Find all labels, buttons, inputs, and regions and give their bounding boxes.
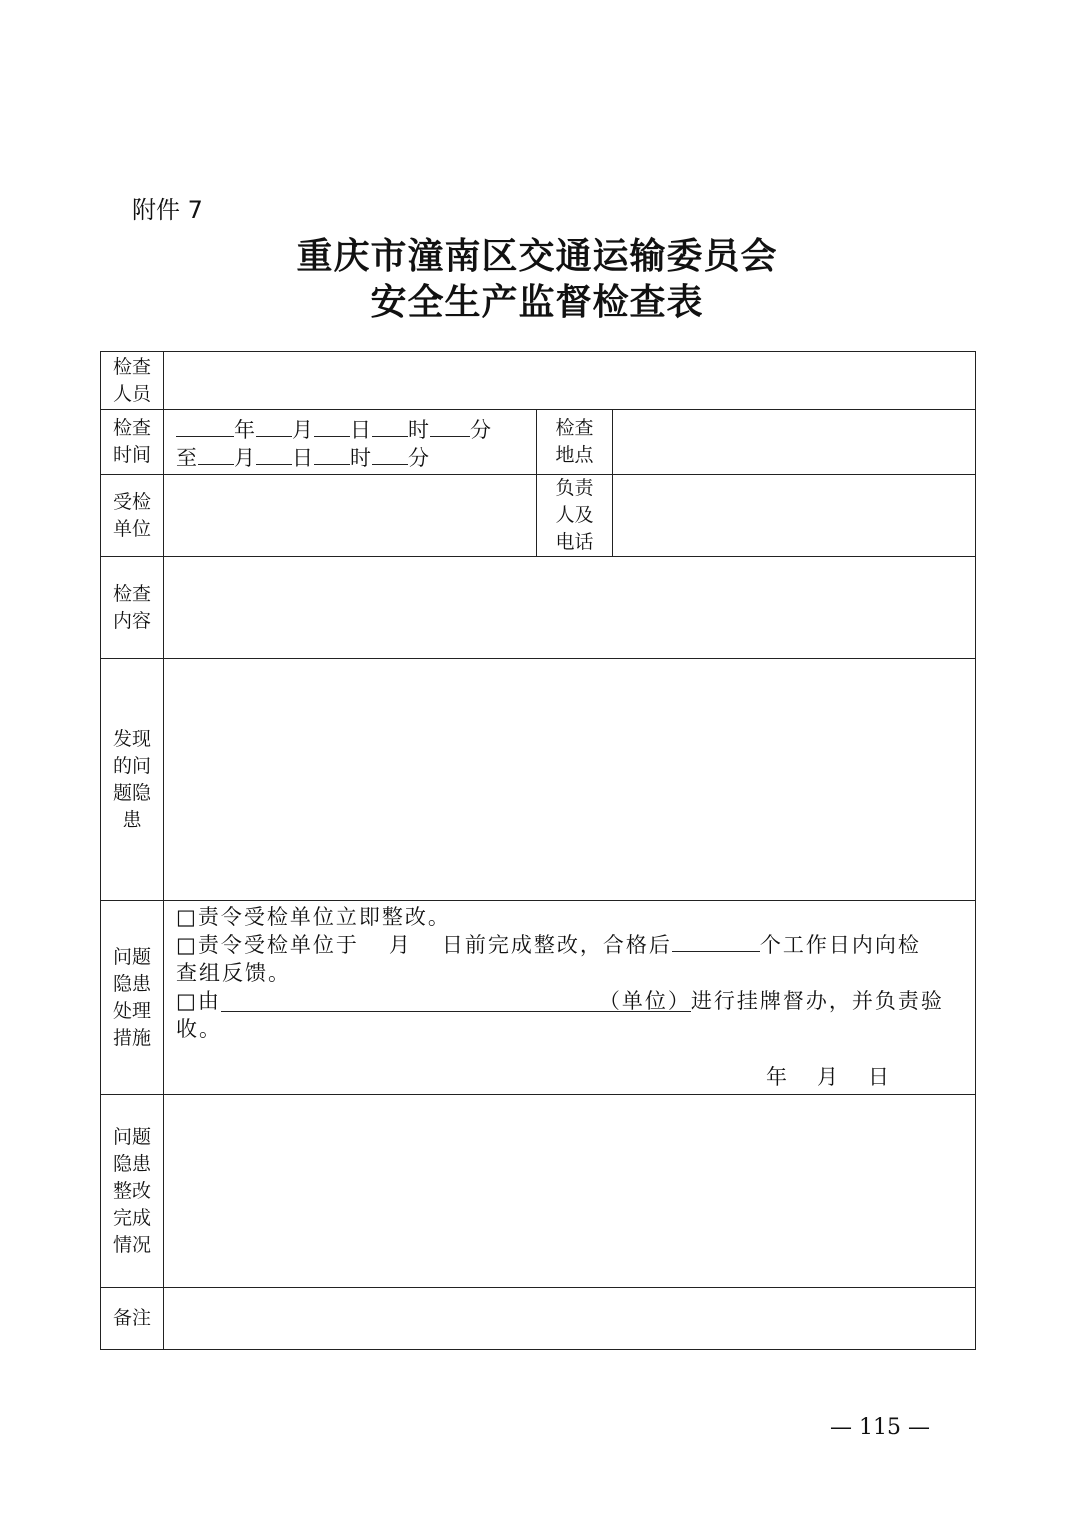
- content-field[interactable]: [164, 557, 976, 659]
- person-label-cell: [537, 475, 613, 557]
- minute-text: 分: [470, 418, 492, 442]
- document-title-line2: 安全生产监督检查表: [370, 281, 704, 323]
- inspector-label: 检查人员: [112, 355, 151, 405]
- hour-text: 时: [408, 418, 430, 442]
- opt2-month: 月: [388, 933, 412, 957]
- hour-blank[interactable]: [372, 416, 408, 437]
- document-title-line1: 重庆市潼南区交通运输委员会: [296, 235, 778, 277]
- completion-label-cell: [101, 1095, 164, 1288]
- end-day-text: 日: [292, 446, 314, 470]
- inspector-label-cell: [101, 352, 164, 410]
- end-minute-text: 分: [408, 446, 430, 470]
- inspector-field[interactable]: [164, 352, 976, 410]
- measure-option-deadline[interactable]: [176, 931, 965, 959]
- measure-option-supervise[interactable]: [176, 987, 965, 1015]
- measures-label-cell: [101, 901, 164, 1095]
- minute-blank[interactable]: [430, 416, 470, 437]
- completion-field[interactable]: [164, 1095, 976, 1288]
- content-label: 检查内容: [112, 582, 151, 632]
- problems-label: 发现的问题隐患: [112, 727, 151, 831]
- row-inspector: [101, 352, 976, 410]
- person-field[interactable]: [613, 475, 976, 557]
- remarks-label-cell: [101, 1288, 164, 1350]
- remarks-label: 备注: [112, 1307, 151, 1329]
- measure-option-immediate[interactable]: □责令受检单位立即整改。: [176, 905, 451, 929]
- location-label-cell: [537, 410, 613, 475]
- time-field[interactable]: [164, 410, 537, 475]
- row-problems: [101, 659, 976, 901]
- end-hour-blank[interactable]: [314, 444, 350, 465]
- opt2-text-b: 日前完成整改，合格后: [441, 933, 672, 957]
- opt3-text-b: 进行挂牌督办，并负责验: [690, 989, 944, 1013]
- location-field[interactable]: [613, 410, 976, 475]
- row-measures: [101, 901, 976, 1095]
- end-day-blank[interactable]: [256, 444, 292, 465]
- row-unit-person: [101, 475, 976, 557]
- unit-label: 受检单位: [112, 490, 151, 540]
- end-month-text: 月: [234, 446, 256, 470]
- row-content: [101, 557, 976, 659]
- workdays-blank[interactable]: [672, 931, 760, 952]
- opt2-text-a: □责令受检单位于: [176, 933, 359, 957]
- measure-option-deadline-cont: 查组反馈。: [176, 961, 291, 985]
- completion-label: 问题隐患整改完成情况: [112, 1125, 151, 1256]
- problems-label-cell: [101, 659, 164, 901]
- measures-date[interactable]: [736, 1063, 889, 1091]
- to-text: 至: [176, 446, 198, 470]
- date-month: 月: [817, 1065, 839, 1089]
- year-text: 年: [234, 418, 256, 442]
- end-hour-text: 时: [350, 446, 372, 470]
- row-time-location: [101, 410, 976, 475]
- remarks-field[interactable]: [164, 1288, 976, 1350]
- inspection-form-table: [100, 351, 976, 1350]
- date-year: 年: [766, 1065, 788, 1089]
- measures-label: 问题隐患处理措施: [112, 945, 151, 1049]
- day-text: 日: [350, 418, 372, 442]
- end-month-blank[interactable]: [198, 444, 234, 465]
- time-label-cell: [101, 410, 164, 475]
- opt2-text-c: 个工作日内向检: [759, 933, 921, 957]
- person-label: 负责人及电话: [555, 477, 594, 553]
- month-blank[interactable]: [256, 416, 292, 437]
- measures-field: [164, 901, 976, 1095]
- month-text: 月: [292, 418, 314, 442]
- unit-hint: （单位）: [598, 989, 691, 1013]
- opt3-text-a: □由: [176, 989, 221, 1013]
- time-start-line: [176, 416, 530, 444]
- time-label: 检查时间: [112, 417, 151, 466]
- attachment-label: 附件 7: [132, 196, 203, 224]
- problems-field[interactable]: [164, 659, 976, 901]
- unit-field[interactable]: [164, 475, 537, 557]
- row-completion: [101, 1095, 976, 1288]
- day-blank[interactable]: [314, 416, 350, 437]
- date-day: 日: [868, 1065, 890, 1089]
- unit-label-cell: [101, 475, 164, 557]
- supervise-unit-blank[interactable]: [221, 987, 691, 1012]
- row-remarks: [101, 1288, 976, 1350]
- measure-option-supervise-cont: 收。: [176, 1017, 222, 1041]
- end-minute-blank[interactable]: [372, 444, 408, 465]
- content-label-cell: [101, 557, 164, 659]
- time-end-line: [176, 444, 530, 472]
- location-label: 检查地点: [555, 417, 594, 466]
- year-blank[interactable]: [176, 416, 234, 437]
- page-number: — 115 —: [830, 1415, 930, 1440]
